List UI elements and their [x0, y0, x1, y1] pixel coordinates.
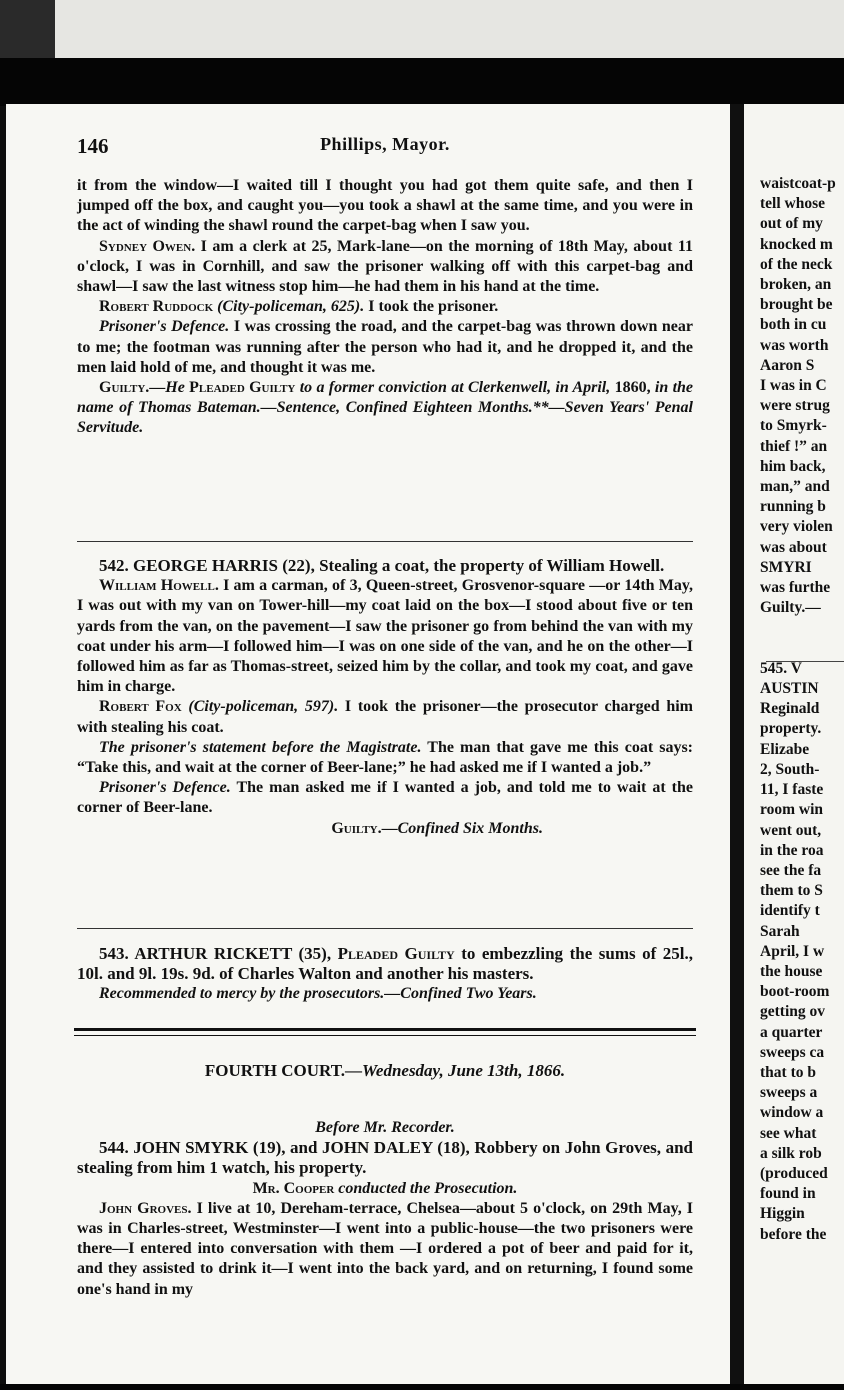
- plea: Pleaded Guilty: [189, 379, 296, 397]
- right-page-line: getting ov: [760, 1003, 826, 1021]
- right-page-line: went out,: [760, 821, 822, 839]
- sentence: in the name of Thomas Bateman.—Sentence, Confined Eighteen Months.**—Seven Years' Penal Servitude.: [77, 379, 694, 437]
- defendant: 543. ARTHUR RICKETT (35),: [99, 944, 332, 963]
- case-542: [77, 556, 693, 839]
- right-page-line: SMYRI: [760, 558, 812, 576]
- right-page-line: April, I w: [760, 942, 825, 960]
- right-page-line: the house: [760, 962, 823, 980]
- case-divider: [77, 541, 693, 542]
- right-page-line: Reginald: [760, 700, 820, 718]
- paragraph: [77, 778, 693, 818]
- right-page-line: was about: [760, 538, 827, 556]
- case-544: [77, 1118, 693, 1300]
- testimony: I was crossing the road, and the carpet-bag was thrown down near to me; the footman was running after the person who had it, and he dropped it, and the men laid hold of me, and thought it was me.: [77, 318, 693, 376]
- verdict-label: Guilty.—: [99, 379, 166, 397]
- right-page-line: AUSTIN: [760, 680, 819, 698]
- right-page-line: 545. V: [760, 659, 802, 677]
- case-divider: [77, 928, 693, 929]
- paragraph: [77, 297, 693, 317]
- page-header: [77, 134, 693, 160]
- right-page-line: room win: [760, 801, 824, 819]
- right-page-line: I was in C: [760, 377, 827, 395]
- section-divider: [766, 661, 844, 662]
- testimony: I live at 10, Dereham-terrace, Chelsea—about 5 o'clock, on 29th May, I was in Charles-street, Westminster—I went into a public-house—the two prisoners were there—I entered into conversation with them —I ordered a pot of beer and paid for it, and they assisted to drink it—I went into the back yard, and on returning, I found some one's hand in my: [77, 1199, 694, 1298]
- case-heading: [77, 944, 693, 984]
- right-page-line: waistcoat-p: [760, 175, 836, 192]
- statement-label: The prisoner's statement before the Magistrate.: [99, 738, 422, 756]
- right-page-line: a silk rob: [760, 1144, 822, 1162]
- verdict: [77, 819, 693, 839]
- sentence: Recommended to mercy by the prosecutors.—Confined Two Years.: [99, 985, 537, 1003]
- paragraph: [77, 576, 693, 697]
- right-page-line: (produced: [760, 1164, 828, 1182]
- right-page-line: him back,: [760, 457, 826, 475]
- testimony: The man asked me if I wanted a job, and told me to wait at the corner of Beer-lane.: [77, 779, 693, 817]
- scan-shadow: [0, 0, 55, 58]
- witness-name: William Howell.: [99, 577, 219, 595]
- right-page-line: sweeps a: [760, 1084, 818, 1102]
- right-page-line: that to b: [760, 1063, 816, 1081]
- right-page-line: them to S: [760, 882, 823, 900]
- plea: Pleaded Guilty: [337, 944, 455, 963]
- case-heading: 544. JOHN SMYRK (19), and JOHN DALEY (18), Robbery on John Groves, and stealing from him 1 watch, his property.: [77, 1138, 693, 1178]
- right-page-line: 11, I faste: [760, 781, 824, 799]
- right-page-line: [760, 618, 844, 638]
- right-page-line: Elizabe: [760, 740, 810, 758]
- verdict: [77, 378, 693, 439]
- right-page-line: out of my: [760, 215, 823, 233]
- counsel: Mr. Cooper: [252, 1179, 335, 1197]
- witness-role: (City-policeman, 597).: [188, 698, 339, 716]
- right-page-line: broken, an: [760, 276, 832, 294]
- right-page-line: brought be: [760, 296, 833, 314]
- paragraph: it from the window—I waited till I thought you had got them quite safe, and then I jumped off the box, and caught you—you took a shawl at the same time, and you were in the act of winding the shawl round the carpet-bag when I saw you.: [77, 177, 693, 235]
- witness-name: John Groves.: [99, 1199, 192, 1217]
- page-number: 146: [77, 134, 109, 158]
- right-page-line: were strug: [760, 397, 830, 415]
- presiding-judge: Before Mr. Recorder.: [315, 1119, 455, 1136]
- defence-label: Prisoner's Defence.: [99, 779, 231, 797]
- verdict-year: 1860,: [614, 379, 651, 397]
- counsel-role: conducted the Prosecution.: [338, 1179, 518, 1197]
- testimony: I am a carman, of 3, Queen-street, Grosvenor-square —or 14th May, I was out with my van on Tower-hill—my coat laid on the box—I stood about five or ten yards from the van, on the pavement—I saw the prisoner go from behind the van with my coat under his arm—I followed him—I was on one side of the van, and he on the other—I followed him as far as Thomas-street, seized him by the collar, and took my coat, and gave him in charge.: [77, 577, 694, 696]
- right-page-line: Guilty.—: [760, 599, 821, 617]
- adjacent-sheet-edge: [0, 0, 844, 58]
- paragraph: [77, 237, 693, 298]
- right-page-line: thief !” an: [760, 437, 828, 455]
- testimony: I took the prisoner.: [368, 298, 499, 316]
- right-page-line: both in cu: [760, 316, 827, 334]
- testimony: I am a clerk at 25, Mark-lane—on the morning of 18th May, about 11 o'clock, I was in Cornhill, and saw the prisoner walking off with this carpet-bag and shawl—I saw the last witness stop him—he had them in his hand at the time.: [77, 237, 693, 296]
- defence-label: Prisoner's Defence.: [99, 318, 230, 336]
- book-gutter: [730, 104, 744, 1384]
- case-heading: 542. GEORGE HARRIS (22), Stealing a coat, the property of William Howell.: [99, 556, 665, 575]
- running-title: Phillips, Mayor.: [320, 134, 450, 154]
- court-divider: [74, 1028, 696, 1036]
- right-page-line: 2, South-: [760, 760, 820, 778]
- sentence: Confined Six Months.: [397, 819, 543, 837]
- right-page-line: before the: [760, 1225, 827, 1243]
- case-543: [77, 944, 693, 1005]
- verdict-text: to a former conviction at Clerkenwell, in April,: [299, 379, 611, 397]
- right-page-line: property.: [760, 720, 822, 738]
- right-page: [744, 104, 844, 1384]
- right-page-line: boot-room: [760, 983, 830, 1001]
- right-page-line: Sarah: [760, 922, 800, 940]
- left-column-part-1: [77, 176, 693, 439]
- testimony: I took the prisoner—the prosecutor charged him with stealing his coat.: [77, 698, 694, 736]
- scan-border-top: [0, 58, 844, 106]
- court-name: FOURTH COURT.—: [204, 1061, 363, 1080]
- right-page-line: was worth: [760, 336, 829, 354]
- right-page-line: Higgin: [760, 1205, 805, 1223]
- right-page-line: window a: [760, 1104, 824, 1122]
- right-page-line: running b: [760, 498, 826, 516]
- witness-name: Robert Ruddock: [99, 298, 214, 316]
- court-date: Wednesday, June 13th, 1866.: [362, 1061, 566, 1080]
- witness-name: Robert Fox: [99, 698, 182, 716]
- right-page-line: very violen: [760, 518, 833, 536]
- witness-role: (City-policeman, 625).: [217, 298, 365, 316]
- paragraph: [77, 697, 693, 737]
- right-page-line: tell whose: [760, 195, 826, 213]
- right-page-line: identify t: [760, 902, 820, 920]
- right-page-line: a quarter: [760, 1023, 823, 1041]
- right-page-line: found in: [760, 1185, 816, 1203]
- paragraph: [77, 738, 693, 778]
- verdict-text: He: [165, 379, 185, 397]
- scan-border-bottom: [0, 1384, 844, 1390]
- statement: The man that gave me this coat says: “Take this, and wait at the corner of Beer-lane;” he had asked me if I wanted a job.”: [77, 738, 694, 777]
- charge: to embezzling the sums of 25l., 10l. and 9l. 19s. 9d. of Charles Walton and another his masters.: [77, 944, 694, 984]
- right-page-line: of the neck: [760, 255, 833, 273]
- right-page-line: man,” and: [760, 478, 830, 496]
- right-page-column: [760, 174, 844, 1245]
- paragraph: [77, 1199, 693, 1300]
- right-page-line: [760, 639, 844, 659]
- right-page-line: knocked m: [760, 235, 833, 253]
- right-page-line: was furthe: [760, 579, 831, 597]
- court-title: [77, 1061, 693, 1081]
- witness-name: Sydney Owen.: [99, 237, 196, 255]
- right-page-line: see the fa: [760, 861, 822, 879]
- right-page-line: Aaron S: [760, 356, 815, 374]
- right-page-line: sweeps ca: [760, 1043, 825, 1061]
- paragraph: [77, 317, 693, 378]
- right-page-line: see what: [760, 1124, 817, 1142]
- verdict-label: Guilty.—: [331, 819, 398, 837]
- prosecution-note: [77, 1179, 693, 1199]
- right-page-line: in the roa: [760, 841, 824, 859]
- right-page-line: to Smyrk-: [760, 417, 827, 435]
